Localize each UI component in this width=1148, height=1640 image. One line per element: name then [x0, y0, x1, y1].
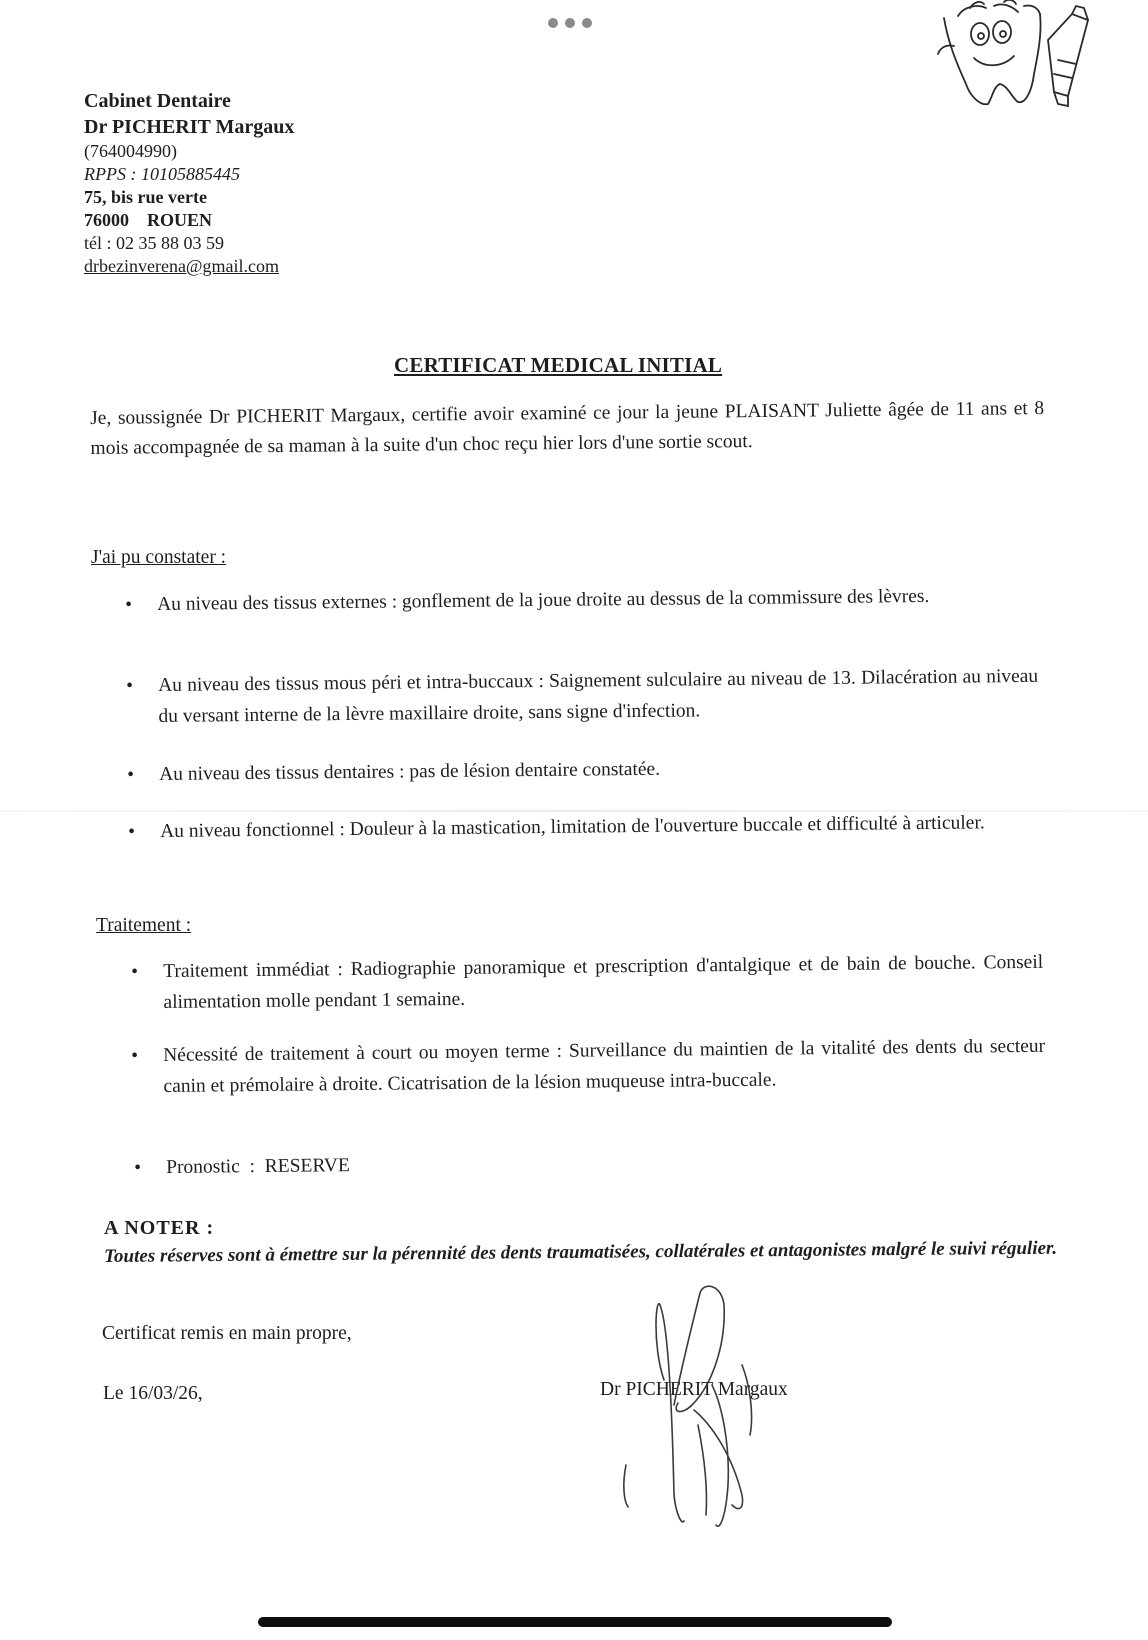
document-date: Le 16/03/26, [103, 1383, 203, 1404]
bullet-icon: • [134, 1157, 142, 1179]
bullet-icon: • [131, 961, 139, 983]
note-heading: A NOTER : [104, 1217, 215, 1239]
dot [565, 18, 575, 28]
street-address: 75, bis rue verte [84, 187, 207, 207]
note-text: Toutes réserves sont à émettre sur la pérennité des dents traumatisées, collatérales et antagonistes malgré le suivi régulier. [104, 1237, 1058, 1267]
phone-number: tél : 02 35 88 03 59 [84, 233, 224, 253]
finding-text: Au niveau des tissus mous péri et intra-buccaux : Saignement sulculaire au niveau de 13. Dilacération au niveau du versant interne de la lèvre maxillaire droite, sans signe d'infection. [158, 665, 1039, 727]
paper-fold-line [0, 810, 1148, 812]
home-indicator[interactable] [258, 1617, 892, 1627]
prognosis-text: Pronostic : RESERVE [166, 1155, 350, 1178]
bullet-icon: • [126, 675, 134, 697]
bullet-icon: • [127, 764, 135, 786]
rpps-number: RPPS : 10105885445 [84, 164, 240, 184]
treatment-heading: Traitement : [96, 915, 192, 936]
bullet-icon: • [128, 821, 136, 843]
dot [548, 18, 558, 28]
tooth-mascot-illustration [908, 0, 1098, 115]
sender-block [84, 88, 294, 278]
finding-item [125, 580, 1035, 620]
finding-text: Au niveau fonctionnel : Douleur à la mastication, limitation de l'ouverture buccale et difficulté à articuler. [160, 812, 985, 842]
findings-heading: J'ai pu constater : [91, 547, 227, 568]
treatment-item [131, 1031, 1046, 1102]
handwritten-signature [612, 1285, 812, 1535]
treatment-text: Nécessité de traitement à court ou moyen terme : Surveillance du maintien de la vitalité des dents du secteur canin et prémolaire à droite. Cicatrisation de la lésion muqueuse intra-buccale. [163, 1035, 1046, 1097]
city-address: 76000 ROUEN [84, 210, 213, 230]
finding-text: Au niveau des tissus dentaires : pas de lésion dentaire constatée. [159, 758, 661, 785]
signatory-name: Dr PICHERIT Margaux [600, 1379, 788, 1400]
dentist-name: Dr PICHERIT Margaux [84, 116, 295, 138]
document-title: CERTIFICAT MEDICAL INITIAL [394, 353, 723, 377]
bullet-icon: • [125, 594, 133, 616]
dot [582, 18, 592, 28]
finding-item [126, 661, 1039, 732]
treatment-item [134, 1146, 766, 1183]
finding-item [128, 807, 1040, 847]
handover-statement: Certificat remis en main propre, [102, 1323, 352, 1344]
practitioner-id: (764004990) [84, 141, 177, 161]
email-link[interactable]: drbezinverena@gmail.com [84, 256, 279, 276]
finding-item [127, 750, 1039, 790]
window-dots-menu[interactable] [548, 18, 592, 28]
finding-text: Au niveau des tissus externes : gonflement de la joue droite au dessus de la commissure des lèvres. [157, 585, 930, 615]
treatment-item [131, 947, 1044, 1018]
bullet-icon: • [131, 1045, 139, 1067]
practice-name: Cabinet Dentaire [84, 90, 231, 112]
treatment-text: Traitement immédiat : Radiographie panoramique et prescription d'antalgique et de bain de bouche. Conseil alimentation molle pendant 1 semaine. [163, 951, 1044, 1013]
intro-paragraph: Je, soussignée Dr PICHERIT Margaux, certifie avoir examiné ce jour la jeune PLAISANT Juliette âgée de 11 ans et 8 mois accompagnée de sa maman à la suite d'un choc reçu hier lors d'une sortie scout. [90, 398, 1045, 459]
